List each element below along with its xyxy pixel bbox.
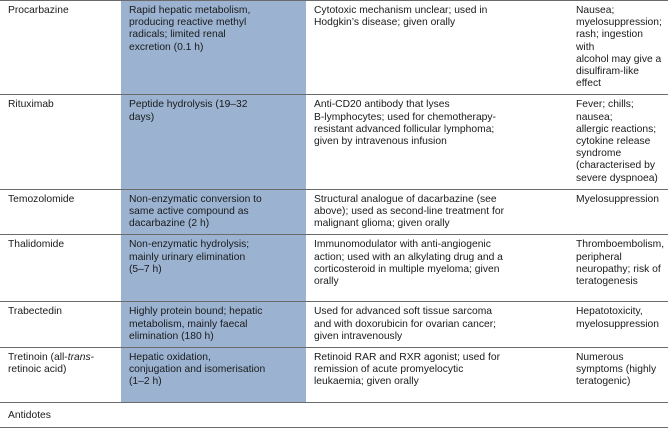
drug-name: Rituximab	[0, 95, 121, 189]
table-row	[0, 95, 668, 189]
section-heading: Antidotes	[0, 403, 668, 428]
section-row	[0, 403, 668, 428]
use-cell: Used for advanced soft tissue sarcoma and with doxorubicin for ovarian cancer; given intravenously	[306, 302, 568, 348]
drug-name: Trabectedin	[0, 302, 121, 348]
drug-name: Temozolomide	[0, 189, 121, 235]
pharmacokinetics-cell: Non-enzymatic hydrolysis; mainly urinary elimination (5–7 h)	[121, 235, 306, 302]
effects-cell: Numerous symptoms (highly teratogenic)	[568, 348, 668, 403]
use-cell: Retinoid RAR and RXR agonist; used for remission of acute promyelocytic leukaemia; given orally	[306, 348, 568, 403]
use-cell: Immunomodulator with anti-angiogenic action; used with an alkylating drug and a corticosteroid in multiple myeloma; given orally	[306, 235, 568, 302]
effects-cell: Myelosuppression	[568, 189, 668, 235]
drug-name-main: Tretinoin (all-	[8, 352, 68, 364]
drug-name-italic: trans	[67, 352, 91, 364]
pharmacokinetics-cell: Highly protein bound; hepatic metabolism, mainly faecal elimination (180 h)	[121, 302, 306, 348]
drug-name: Thalidomide	[0, 235, 121, 302]
table-row	[0, 348, 668, 403]
effects-cell: Nausea; myelosuppression; rash; ingestion with alcohol may give a disulfiram-like effect	[568, 1, 668, 95]
drug-name	[0, 348, 121, 403]
drug-name-tail: - retinoic acid)	[8, 352, 95, 376]
table-row	[0, 302, 668, 348]
pharmacokinetics-cell: Non-enzymatic conversion to same active compound as dacarbazine (2 h)	[121, 189, 306, 235]
pharmacokinetics-cell: Rapid hepatic metabolism, producing reactive methyl radicals; limited renal excretion (0.1 h)	[121, 1, 306, 95]
use-cell: Structural analogue of dacarbazine (see above); used as second-line treatment for malignant glioma; given orally	[306, 189, 568, 235]
pharmacokinetics-cell: Peptide hydrolysis (19–32 days)	[121, 95, 306, 189]
effects-cell: Thromboembolism, peripheral neuropathy; risk of teratogenesis	[568, 235, 668, 302]
pharmacokinetics-cell: Hepatic oxidation, conjugation and isomerisation (1–2 h)	[121, 348, 306, 403]
drug-name: Procarbazine	[0, 1, 121, 95]
table-row	[0, 235, 668, 302]
table-row	[0, 189, 668, 235]
use-cell: Anti-CD20 antibody that lyses B-lymphocytes; used for chemotherapy- resistant advanced follicular lymphoma; given by intravenous infusion	[306, 95, 568, 189]
effects-cell: Fever; chills; nausea; allergic reactions; cytokine release syndrome (characterised by severe dyspnoea)	[568, 95, 668, 189]
table-row	[0, 1, 668, 95]
effects-cell: Hepatotoxicity, myelosuppression	[568, 302, 668, 348]
use-cell: Cytotoxic mechanism unclear; used in Hodgkin’s disease; given orally	[306, 1, 568, 95]
